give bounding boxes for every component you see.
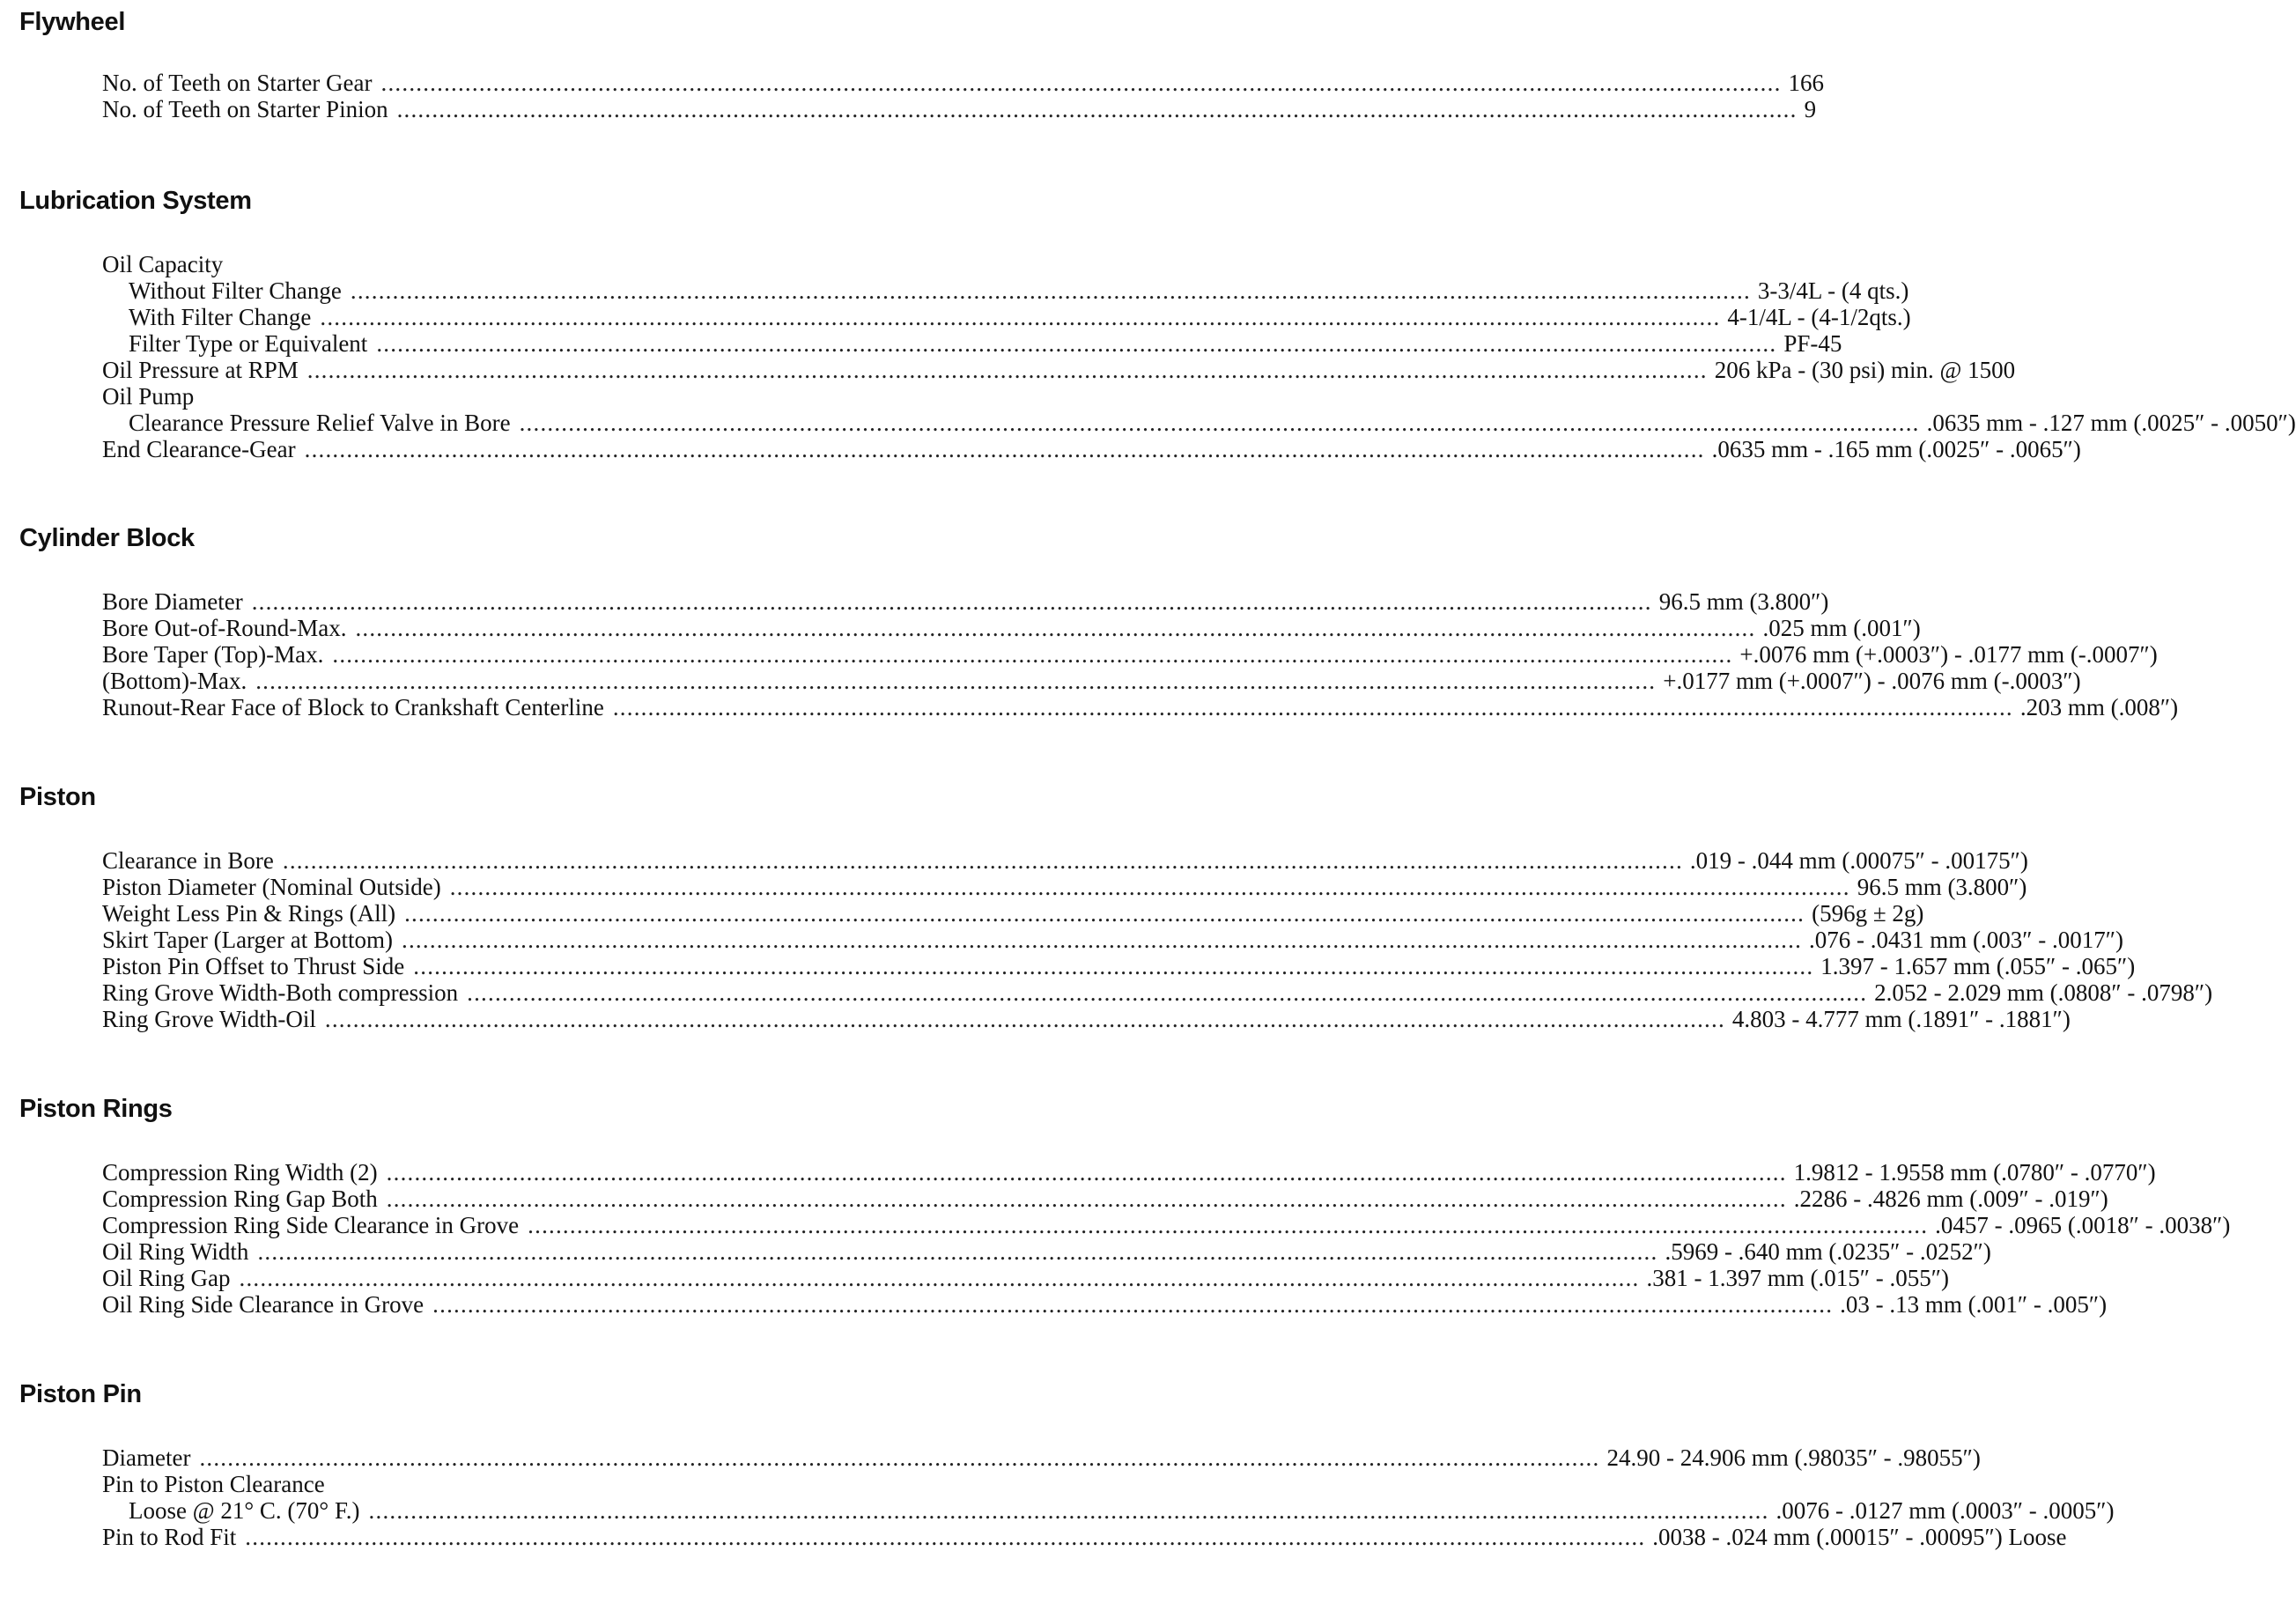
spec-value: 96.5 mm (3.800″) <box>1658 588 1829 615</box>
spec-label: Piston Pin Offset to Thrust Side <box>102 953 405 979</box>
spec-value: 1.397 - 1.657 mm (.055″ - .065″) <box>1820 953 2136 979</box>
spec-row: Bore Diameter ........................................................................................................................................................................................................ 96.5 mm (3.800″) <box>102 588 1829 615</box>
spec-row: Compression Ring Gap Both ........................................................................................................................................................................................................ .2286 - .4826 mm (.009″ - .019″) <box>102 1186 2108 1212</box>
spec-row: End Clearance-Gear ........................................................................................................................................................................................................ .0635 mm - .165 mm (.0025″ - .0065″) <box>102 436 2081 462</box>
spec-row: Oil Ring Gap ........................................................................................................................................................................................................ .381 - 1.397 mm (.015″ - .055″) <box>102 1265 1949 1291</box>
spec-label: Piston Diameter (Nominal Outside) <box>102 874 441 900</box>
spec-label: Ring Grove Width-Both compression <box>102 979 459 1006</box>
spec-row-header <box>102 1471 1210 1497</box>
spec-row: Oil Ring Width ........................................................................................................................................................................................................ .5969 - .640 mm (.0235″ - .0252″) <box>102 1238 1991 1265</box>
spec-label: Oil Ring Side Clearance in Grove <box>102 1291 425 1318</box>
spec-row: Loose @ 21° C. (70° F.) ........................................................................................................................................................................................................ .0076 - .0127 mm (.0003″ - .0005″) <box>129 1497 2115 1524</box>
spec-value: PF-45 <box>1783 330 1842 357</box>
spec-value: 3-3/4L - (4 qts.) <box>1757 277 1909 304</box>
spec-row: Oil Ring Side Clearance in Grove ........................................................................................................................................................................................................ .03 - .13 mm (.001″ - .005″) <box>102 1291 2108 1318</box>
spec-label: Bore Taper (Top)-Max. <box>102 641 324 668</box>
spec-row: With Filter Change ........................................................................................................................................................................................................ 4-1/4L - (4-1/2qts.) <box>129 304 1911 330</box>
spec-value: 96.5 mm (3.800″) <box>1857 874 2027 900</box>
spec-row: Runout-Rear Face of Block to Crankshaft Centerline ........................................................................................................................................................................................................ .203 mm (.008″) <box>102 694 2179 720</box>
spec-value: .019 - .044 mm (.00075″ - .00175″) <box>1689 847 2028 874</box>
spec-value: .0635 mm - .127 mm (.0025″ - .0050″) <box>1926 410 2296 436</box>
spec-label: Weight Less Pin & Rings (All) <box>102 900 396 927</box>
spec-row: Bore Taper (Top)-Max. ........................................................................................................................................................................................................ +.0076 mm (+.0003″) - .0177 mm (-.0007″) <box>102 641 2158 668</box>
spec-label: Without Filter Change <box>129 277 342 304</box>
spec-label: Oil Ring Width <box>102 1238 249 1265</box>
spec-row: Weight Less Pin & Rings (All) ........................................................................................................................................................................................................ (596g ± 2g) <box>102 900 1924 927</box>
section-heading: Piston Rings <box>19 1095 173 1123</box>
spec-value: 2.052 - 2.029 mm (.0808″ - .0798″) <box>1874 979 2213 1006</box>
spec-label: Oil Ring Gap <box>102 1265 231 1291</box>
spec-label: Clearance Pressure Relief Valve in Bore <box>129 410 511 436</box>
spec-row-header <box>102 251 1210 277</box>
spec-row: Without Filter Change ........................................................................................................................................................................................................ 3-3/4L - (4 qts.) <box>129 277 1909 304</box>
spec-row: Piston Pin Offset to Thrust Side ........................................................................................................................................................................................................ 1.397 - 1.657 mm (.055″ - .065″) <box>102 953 2136 979</box>
spec-label: Oil Pressure at RPM <box>102 357 299 383</box>
spec-row: Ring Grove Width-Oil ........................................................................................................................................................................................................ 4.803 - 4.777 mm (.1891″ - .1881″) <box>102 1006 2071 1032</box>
spec-value: 1.9812 - 1.9558 mm (.0780″ - .0770″) <box>1793 1159 2156 1186</box>
spec-value: .025 mm (.001″) <box>1762 615 1921 641</box>
spec-value: 4-1/4L - (4-1/2qts.) <box>1727 304 1911 330</box>
spec-label: Oil Capacity <box>102 251 224 277</box>
spec-value: .0457 - .0965 (.0018″ - .0038″) <box>1935 1212 2231 1238</box>
spec-row: Clearance in Bore ........................................................................................................................................................................................................ .019 - .044 mm (.00075″ - .00175″) <box>102 847 2028 874</box>
spec-row: Compression Ring Width (2) ........................................................................................................................................................................................................ 1.9812 - 1.9558 mm (.0780″ - .0770″) <box>102 1159 2156 1186</box>
spec-label: Skirt Taper (Larger at Bottom) <box>102 927 394 953</box>
spec-label: Compression Ring Width (2) <box>102 1159 378 1186</box>
spec-value: .076 - .0431 mm (.003″ - .0017″) <box>1809 927 2123 953</box>
spec-label: With Filter Change <box>129 304 312 330</box>
spec-value: (596g ± 2g) <box>1812 900 1924 927</box>
spec-value: .03 - .13 mm (.001″ - .005″) <box>1840 1291 2108 1318</box>
section-heading: Lubrication System <box>19 187 252 215</box>
spec-label: No. of Teeth on Starter Pinion <box>102 96 388 122</box>
spec-value: .2286 - .4826 mm (.009″ - .019″) <box>1793 1186 2108 1212</box>
spec-label: Bore Out-of-Round-Max. <box>102 615 347 641</box>
spec-value: 206 kPa - (30 psi) min. @ 1500 <box>1714 357 2016 383</box>
section-heading: Piston <box>19 783 96 811</box>
spec-value: .381 - 1.397 mm (.015″ - .055″) <box>1646 1265 1949 1291</box>
spec-label: No. of Teeth on Starter Gear <box>102 70 373 96</box>
spec-value: 9 <box>1804 96 1817 122</box>
spec-value: .0038 - .024 mm (.00015″ - .00095″) Loose <box>1652 1524 2067 1550</box>
spec-value: 166 <box>1788 70 1825 96</box>
spec-row: Clearance Pressure Relief Valve in Bore ........................................................................................................................................................................................................ .0635 mm - .127 mm (.0025″ - .0050″) <box>129 410 2296 436</box>
section-heading: Piston Pin <box>19 1380 142 1408</box>
spec-row: Pin to Rod Fit ........................................................................................................................................................................................................ .0038 - .024 mm (.00015″ - .00095″) Loose <box>102 1524 2067 1550</box>
spec-label: Pin to Piston Clearance <box>102 1471 325 1497</box>
spec-label: Loose @ 21° C. (70° F.) <box>129 1497 360 1524</box>
spec-row: Ring Grove Width-Both compression ........................................................................................................................................................................................................ 2.052 - 2.029 mm (.0808″ - .0798″) <box>102 979 2213 1006</box>
spec-label: Compression Ring Side Clearance in Grove <box>102 1212 520 1238</box>
spec-value: .0076 - .0127 mm (.0003″ - .0005″) <box>1776 1497 2115 1524</box>
spec-label: Runout-Rear Face of Block to Crankshaft Centerline <box>102 694 604 720</box>
spec-row: No. of Teeth on Starter Gear ........................................................................................................................................................................................................ 166 <box>102 70 1825 96</box>
spec-label: Oil Pump <box>102 383 195 410</box>
section-heading: Cylinder Block <box>19 524 195 552</box>
spec-label: Filter Type or Equivalent <box>129 330 368 357</box>
spec-row: Piston Diameter (Nominal Outside) ........................................................................................................................................................................................................ 96.5 mm (3.800″) <box>102 874 2027 900</box>
spec-label: Bore Diameter <box>102 588 243 615</box>
spec-value: 4.803 - 4.777 mm (.1891″ - .1881″) <box>1731 1006 2071 1032</box>
spec-row: Diameter ........................................................................................................................................................................................................ 24.90 - 24.906 mm (.98035″ - .98055″) <box>102 1444 1981 1471</box>
section-heading: Flywheel <box>19 8 126 36</box>
spec-label: Pin to Rod Fit <box>102 1524 237 1550</box>
spec-value: .5969 - .640 mm (.0235″ - .0252″) <box>1665 1238 1991 1265</box>
spec-label: Ring Grove Width-Oil <box>102 1006 316 1032</box>
spec-row: Skirt Taper (Larger at Bottom) ........................................................................................................................................................................................................ .076 - .0431 mm (.003″ - .0017″) <box>102 927 2123 953</box>
spec-row: Filter Type or Equivalent ........................................................................................................................................................................................................ PF-45 <box>129 330 1842 357</box>
spec-value: 24.90 - 24.906 mm (.98035″ - .98055″) <box>1606 1444 1981 1471</box>
spec-label: (Bottom)-Max. <box>102 668 247 694</box>
spec-row: No. of Teeth on Starter Pinion ........................................................................................................................................................................................................ 9 <box>102 96 1817 122</box>
spec-row: Compression Ring Side Clearance in Grove ........................................................................................................................................................................................................ .0457 - .0965 (.0018″ - .0038″) <box>102 1212 2231 1238</box>
spec-label: Clearance in Bore <box>102 847 274 874</box>
spec-label: Compression Ring Gap Both <box>102 1186 378 1212</box>
spec-value: .0635 mm - .165 mm (.0025″ - .0065″) <box>1711 436 2081 462</box>
spec-label: Diameter <box>102 1444 191 1471</box>
spec-row: Bore Out-of-Round-Max. ........................................................................................................................................................................................................ .025 mm (.001″) <box>102 615 1921 641</box>
spec-row: (Bottom)-Max. ........................................................................................................................................................................................................ +.0177 mm (+.0007″) - .0076 mm (-.0003″) <box>102 668 2081 694</box>
spec-row: Oil Pressure at RPM ........................................................................................................................................................................................................ 206 kPa - (30 psi) min. @ 1500 <box>102 357 2016 383</box>
spec-label: End Clearance-Gear <box>102 436 296 462</box>
spec-value: +.0177 mm (+.0007″) - .0076 mm (-.0003″) <box>1663 668 2081 694</box>
spec-value: +.0076 mm (+.0003″) - .0177 mm (-.0007″) <box>1739 641 2158 668</box>
spec-row-header <box>102 383 1210 410</box>
spec-value: .203 mm (.008″) <box>2019 694 2179 720</box>
